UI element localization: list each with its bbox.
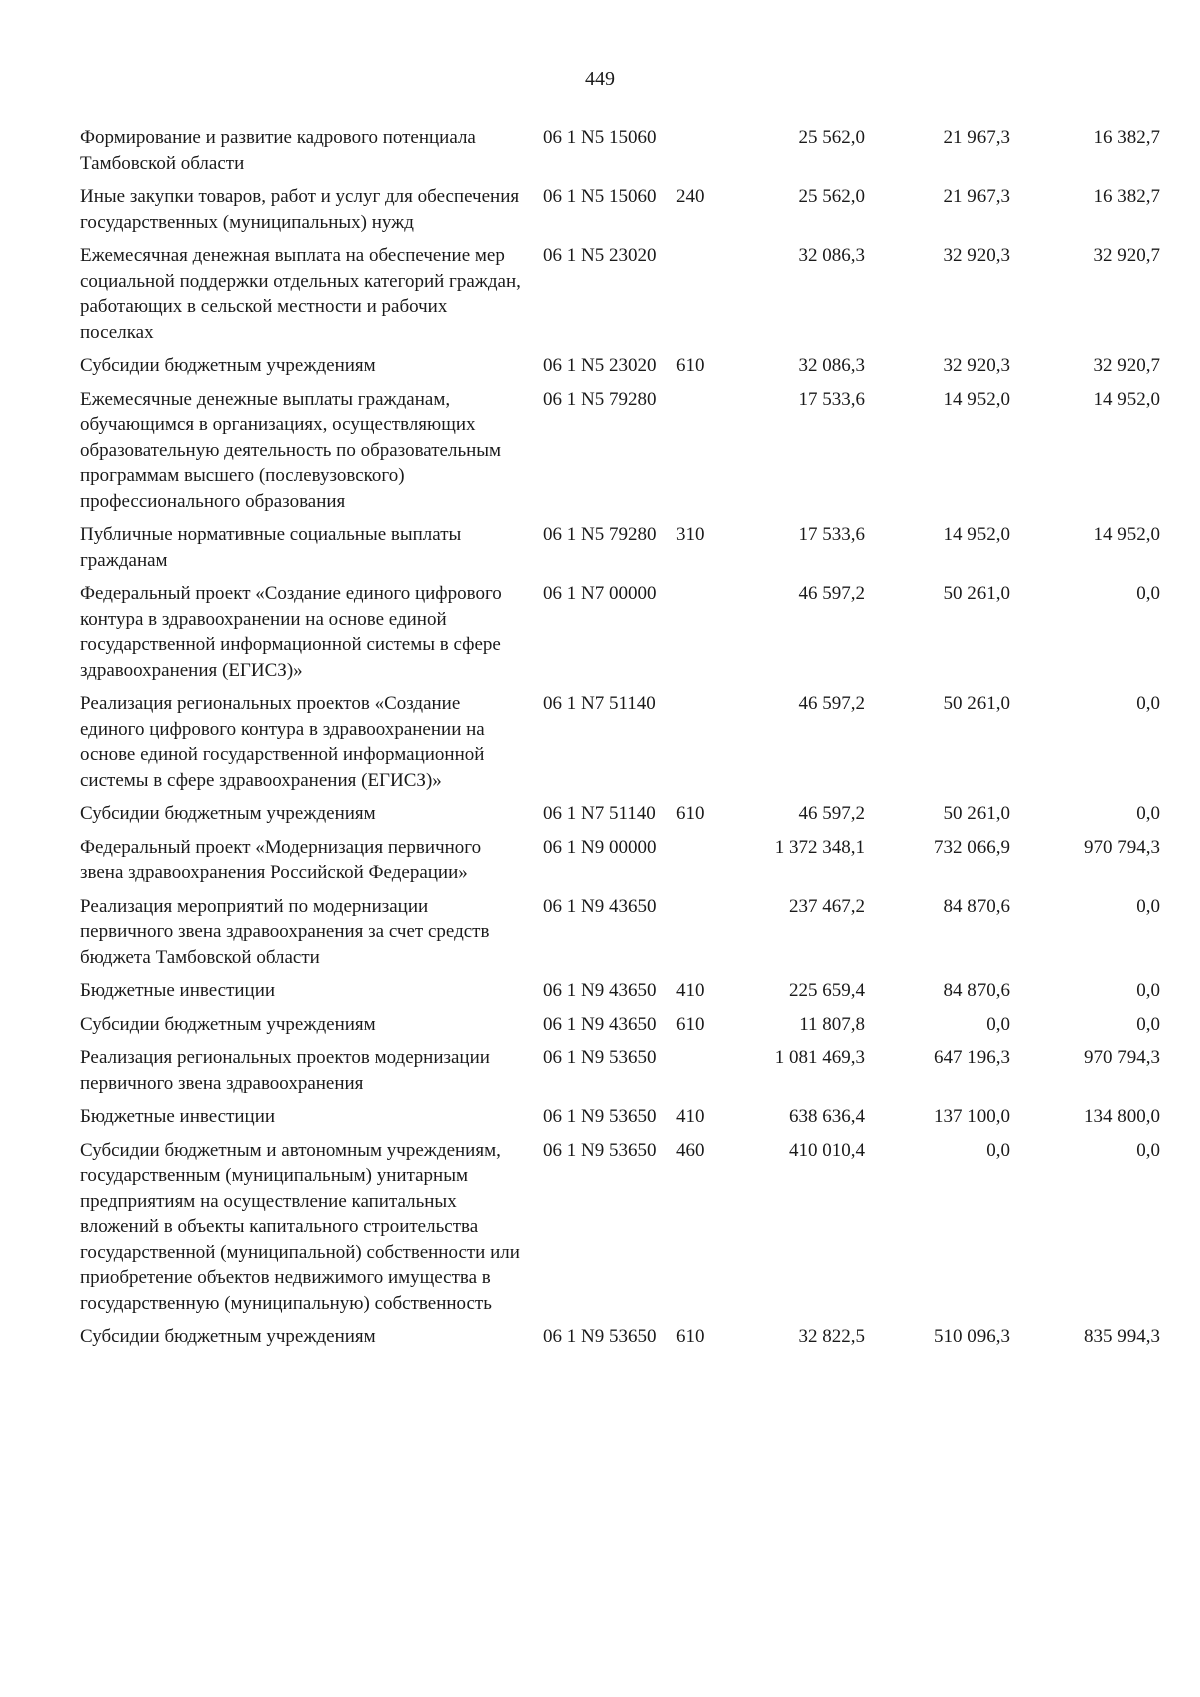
row-year3: 0,0 [1136, 693, 1160, 714]
row-year2: 137 100,0 [934, 1106, 1010, 1127]
table-row [80, 1324, 1160, 1350]
row-description: Бюджетные инвестиции [80, 1106, 276, 1127]
row-year1: 17 533,6 [798, 524, 865, 545]
table-row [80, 353, 1160, 379]
row-year1: 25 562,0 [798, 127, 865, 148]
row-year1: 11 807,8 [799, 1013, 865, 1035]
row-year3: 14 952,0 [1093, 524, 1160, 545]
row-year2: 732 066,9 [934, 836, 1010, 858]
row-description: Субсидии бюджетным учреждениям [80, 1013, 376, 1035]
row-year1: 46 597,2 [798, 693, 865, 714]
row-description: Субсидии бюджетным учреждениям [80, 1326, 376, 1347]
row-year2: 32 920,3 [943, 245, 1010, 266]
row-code: 06 1 N7 51140 [543, 803, 656, 824]
row-year2: 50 261,0 [943, 583, 1010, 604]
table-row [80, 801, 1160, 827]
row-year3: 14 952,0 [1093, 388, 1160, 410]
row-year1: 32 086,3 [798, 245, 865, 266]
row-expense-type [670, 581, 720, 683]
row-description: Формирование и развитие кадрового потенциала Тамбовской области [80, 127, 476, 174]
row-code: 06 1 N9 43650 [543, 895, 657, 917]
row-year2: 21 967,3 [943, 186, 1010, 207]
table-row [80, 522, 1160, 573]
row-year1: 638 636,4 [789, 1106, 865, 1127]
row-description: Публичные нормативные социальные выплаты гражданам [80, 524, 462, 571]
row-code: 06 1 N5 79280 [543, 388, 657, 410]
row-code: 06 1 N5 23020 [543, 355, 657, 376]
row-year3: 134 800,0 [1084, 1106, 1160, 1127]
budget-table [80, 125, 1160, 1358]
table-row [80, 1138, 1160, 1317]
table-row [80, 835, 1160, 886]
row-expense-type: 410 [676, 980, 705, 1001]
row-expense-type: 240 [676, 186, 705, 207]
row-code: 06 1 N7 51140 [543, 693, 656, 714]
row-year2: 14 952,0 [943, 524, 1010, 545]
table-row [80, 978, 1160, 1004]
row-year3: 0,0 [1136, 1139, 1160, 1161]
row-code: 06 1 N5 23020 [543, 245, 657, 266]
row-description: Федеральный проект «Создание единого цифрового контура в здравоохранении на основе единой государственной информационной системы в сфере здравоохранения (ЕГИСЗ)» [80, 583, 502, 681]
row-code: 06 1 N9 53650 [543, 1047, 657, 1068]
row-expense-type [670, 387, 720, 515]
row-description: Субсидии бюджетным и автономным учреждениям, государственным (муниципальным) унитарным предприятиям на осуществление капитальных вложений в объекты капитального строительства государственной (муниципальной) собственности или приобретение объектов недвижимого имущества в государственную (муниципальную) собственность [80, 1139, 520, 1314]
row-year1: 410 010,4 [789, 1139, 865, 1161]
row-expense-type: 610 [676, 1013, 705, 1035]
row-expense-type: 410 [676, 1106, 705, 1127]
row-description: Иные закупки товаров, работ и услуг для обеспечения государственных (муниципальных) нужд [80, 186, 520, 233]
table-row [80, 243, 1160, 345]
row-expense-type [670, 243, 720, 345]
row-year2: 14 952,0 [943, 388, 1010, 410]
row-year2: 84 870,6 [943, 895, 1010, 917]
row-description: Субсидии бюджетным учреждениям [80, 355, 376, 376]
row-year2: 510 096,3 [934, 1326, 1010, 1347]
table-row [80, 1012, 1160, 1038]
row-code: 06 1 N5 15060 [543, 186, 657, 207]
table-row [80, 581, 1160, 683]
row-description: Реализация региональных проектов модернизации первичного звена здравоохранения [80, 1047, 490, 1094]
row-year1: 32 086,3 [798, 355, 865, 376]
row-year2: 32 920,3 [943, 355, 1010, 376]
row-year2: 50 261,0 [943, 693, 1010, 714]
row-year3: 0,0 [1136, 980, 1160, 1001]
row-expense-type [670, 691, 720, 793]
row-code: 06 1 N9 53650 [543, 1139, 657, 1161]
row-year1: 46 597,2 [798, 583, 865, 604]
row-code: 06 1 N5 15060 [543, 127, 657, 148]
row-expense-type [670, 835, 720, 886]
row-description: Реализация региональных проектов «Создание единого цифрового контура в здравоохранении на основе единой государственной информационной системы в сфере здравоохранения (ЕГИСЗ)» [80, 693, 485, 791]
row-year3: 0,0 [1136, 895, 1160, 917]
row-description: Бюджетные инвестиции [80, 980, 276, 1001]
row-year1: 46 597,2 [798, 803, 865, 824]
table-row [80, 1045, 1160, 1096]
row-year1: 1 081 469,3 [774, 1047, 865, 1068]
table-row [80, 894, 1160, 971]
row-expense-type: 610 [676, 1326, 705, 1347]
row-year2: 0,0 [986, 1139, 1010, 1161]
row-year2: 50 261,0 [943, 803, 1010, 824]
table-row [80, 691, 1160, 793]
row-code: 06 1 N9 53650 [543, 1326, 657, 1347]
row-description: Федеральный проект «Модернизация первичного звена здравоохранения Российской Федерации» [80, 836, 482, 883]
row-year2: 84 870,6 [943, 980, 1010, 1001]
row-expense-type [670, 125, 720, 176]
row-year3: 16 382,7 [1093, 127, 1160, 148]
row-year3: 0,0 [1136, 1013, 1160, 1035]
row-year3: 32 920,7 [1093, 355, 1160, 376]
row-code: 06 1 N9 43650 [543, 980, 657, 1001]
row-expense-type [670, 894, 720, 971]
row-year3: 970 794,3 [1084, 836, 1160, 858]
row-year2: 0,0 [986, 1013, 1010, 1035]
row-year3: 835 994,3 [1084, 1326, 1160, 1347]
row-expense-type: 460 [676, 1139, 705, 1161]
row-description: Реализация мероприятий по модернизации первичного звена здравоохранения за счет средств бюджета Тамбовской области [80, 895, 490, 968]
row-year3: 970 794,3 [1084, 1047, 1160, 1068]
table-row [80, 125, 1160, 176]
row-year3: 32 920,7 [1093, 245, 1160, 266]
row-year1: 225 659,4 [789, 980, 865, 1001]
table-row [80, 387, 1160, 515]
row-year3: 0,0 [1136, 803, 1160, 824]
page-number: 449 [585, 68, 615, 90]
row-code: 06 1 N9 00000 [543, 836, 657, 858]
row-expense-type: 610 [676, 355, 705, 376]
row-description: Субсидии бюджетным учреждениям [80, 803, 376, 824]
row-code: 06 1 N9 53650 [543, 1106, 657, 1127]
row-year1: 25 562,0 [798, 186, 865, 207]
row-code: 06 1 N9 43650 [543, 1013, 657, 1035]
row-year1: 1 372 348,1 [774, 836, 865, 858]
row-year1: 237 467,2 [789, 895, 865, 917]
row-year1: 17 533,6 [798, 388, 865, 410]
row-code: 06 1 N5 79280 [543, 524, 657, 545]
table-row [80, 1104, 1160, 1130]
row-year2: 21 967,3 [943, 127, 1010, 148]
row-year1: 32 822,5 [798, 1326, 865, 1347]
row-expense-type: 310 [676, 524, 705, 545]
row-description: Ежемесячные денежные выплаты гражданам, обучающимся в организациях, осуществляющих образовательную деятельность по образовательным программам высшего (послевузовского) профессионального образования [80, 388, 502, 512]
row-expense-type: 610 [676, 803, 705, 824]
row-code: 06 1 N7 00000 [543, 583, 657, 604]
row-expense-type [670, 1045, 720, 1096]
row-year3: 16 382,7 [1093, 186, 1160, 207]
table-row [80, 184, 1160, 235]
row-year2: 647 196,3 [934, 1047, 1010, 1068]
row-description: Ежемесячная денежная выплата на обеспечение мер социальной поддержки отдельных категорий граждан, работающих в сельской местности и рабочих поселках [80, 245, 521, 343]
row-year3: 0,0 [1136, 583, 1160, 604]
